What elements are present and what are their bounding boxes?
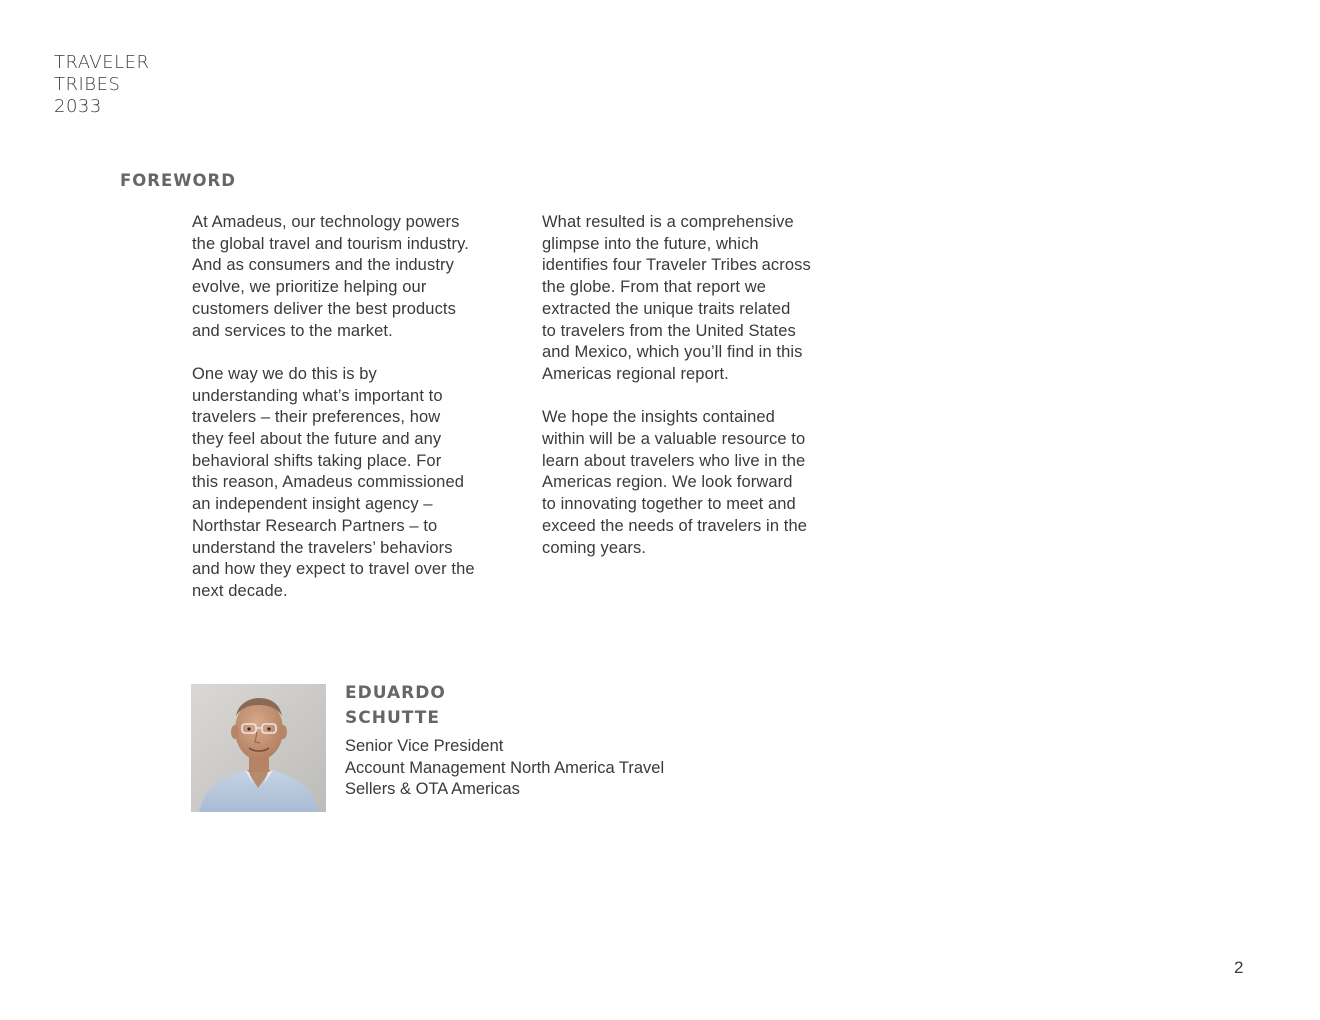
text-line: the global travel and tourism industry. (192, 234, 469, 253)
text-line: coming years. (542, 538, 647, 557)
text-line: this reason, Amadeus commissioned (192, 473, 465, 492)
foreword-right-column (542, 212, 838, 581)
author-portrait-photo (191, 684, 326, 812)
author-last-name: SCHUTTE (345, 708, 440, 728)
text-line: One way we do this is by (192, 364, 377, 383)
author-title-line-1: Senior Vice President (345, 737, 504, 755)
text-line: behavioral shifts taking place. For (192, 451, 442, 470)
foreword-paragraph-3 (542, 212, 838, 386)
text-line: At Amadeus, our technology powers (192, 213, 460, 231)
text-line: identifies four Traveler Tribes across (542, 256, 811, 275)
text-line: evolve, we prioritize helping our (192, 278, 427, 297)
text-line: understand the travelers’ behaviors (192, 538, 453, 557)
text-line: And as consumers and the industry (192, 256, 454, 275)
text-line: travelers – their preferences, how (192, 408, 441, 427)
author-name (345, 681, 446, 731)
text-line: they feel about the future and any (192, 430, 442, 449)
text-line: and Mexico, which you’ll find in this (542, 343, 803, 362)
text-line: glimpse into the future, which (542, 234, 759, 253)
text-line: extracted the unique traits related (542, 299, 791, 318)
foreword-paragraph-1 (192, 212, 504, 342)
author-first-name: EDUARDO (345, 683, 446, 703)
text-line: the globe. From that report we (542, 278, 767, 297)
foreword-paragraph-2 (192, 364, 504, 603)
text-line: to travelers from the United States (542, 321, 796, 340)
text-line: Northstar Research Partners – to (192, 516, 438, 535)
text-line: What resulted is a comprehensive (542, 213, 794, 231)
text-line: and services to the market. (192, 321, 393, 340)
text-line: Americas region. We look forward (542, 473, 793, 492)
text-line: We hope the insights contained (542, 408, 775, 427)
portrait-illustration (191, 684, 326, 812)
author-title (345, 736, 664, 801)
text-line: customers deliver the best products (192, 299, 456, 318)
foreword-left-column (192, 212, 504, 624)
report-title-line-3: 2033 (54, 96, 102, 117)
author-title-line-2: Account Management North America Travel (345, 758, 665, 777)
text-line: an independent insight agency – (192, 495, 433, 514)
report-title (54, 52, 150, 118)
report-title-line-1: TRAVELER (54, 52, 150, 73)
text-line: learn about travelers who live in the (542, 451, 806, 470)
text-line: exceed the needs of travelers in the (542, 516, 808, 535)
report-title-line-2: TRIBES (54, 74, 121, 95)
page-number: 2 (1234, 958, 1244, 977)
section-heading: FOREWORD (120, 171, 236, 190)
text-line: Americas regional report. (542, 364, 729, 383)
text-line: next decade. (192, 581, 288, 600)
text-line: and how they expect to travel over the (192, 560, 475, 579)
text-line: to innovating together to meet and (542, 495, 796, 514)
author-title-line-3: Sellers & OTA Americas (345, 780, 520, 799)
text-line: understanding what’s important to (192, 386, 443, 405)
foreword-paragraph-4 (542, 407, 838, 559)
text-line: within will be a valuable resource to (542, 430, 806, 449)
